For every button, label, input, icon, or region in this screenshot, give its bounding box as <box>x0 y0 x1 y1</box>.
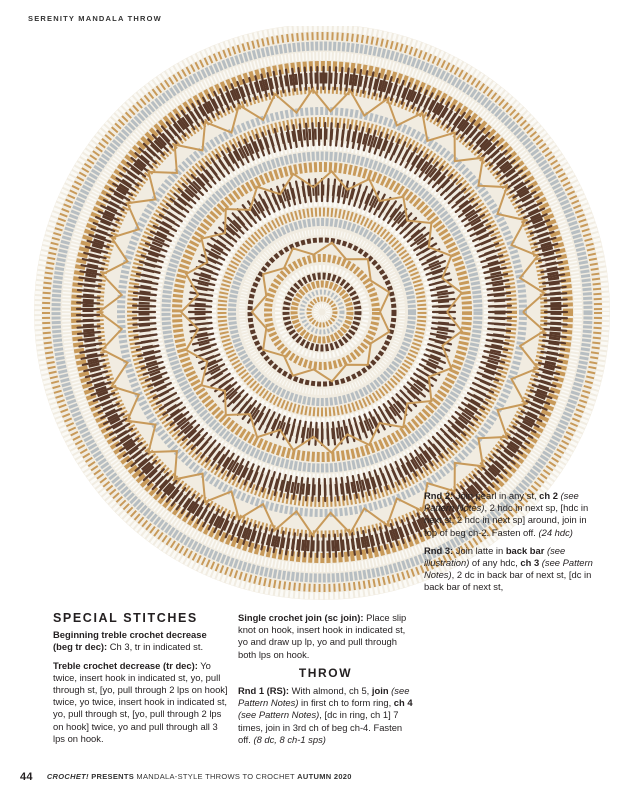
post-stitch <box>330 123 331 145</box>
tr-dec-term: Treble crochet decrease (tr dec): <box>53 659 198 671</box>
post-stitch <box>489 306 511 307</box>
sc-join-term: Single crochet join (sc join): <box>238 612 364 623</box>
magazine-name: CROCHET! <box>46 772 89 781</box>
beg-tr-dec-term: Beginning treble crochet decrease (beg tr dec): <box>53 629 207 653</box>
rnd2-ch2-term: ch 2 <box>539 490 558 501</box>
rnd1-text-3: , [dc in ring, ch 1] 7 times, join in 3rd ch of beg ch-4. Fasten off. <box>238 709 403 745</box>
post-stitch <box>305 534 307 556</box>
special-stitches-heading: SPECIAL STITCHES <box>53 611 198 625</box>
post-stitch <box>133 318 155 319</box>
rnd3-text-3: , 2 dc in back bar of next st, [dc in back bar of next st, <box>424 569 592 593</box>
post-stitch <box>327 179 328 201</box>
post-stitch <box>329 67 330 89</box>
rnd1-note-1: (see Pattern Notes) <box>238 685 410 709</box>
rnd2-text-1: Join pearl in any st, <box>453 490 540 501</box>
beg-tr-dec-paragraph <box>53 629 228 653</box>
footer-presents: PRESENTS <box>88 772 137 781</box>
post-stitch <box>335 535 336 557</box>
beg-tr-dec-text: Ch 3, tr in indicated st. <box>107 641 204 653</box>
rnd2-label: Rnd 2: <box>424 490 454 501</box>
rnd1-label: Rnd 1 (RS): <box>238 685 290 697</box>
post-stitch <box>311 535 312 557</box>
post-stitch <box>329 535 330 557</box>
post-stitch <box>311 67 312 89</box>
rnd1-paragraph <box>238 685 413 746</box>
rnd1-ch4-term: ch 4 <box>393 697 413 709</box>
post-stitch <box>545 318 567 319</box>
post-stitch <box>489 323 511 324</box>
throw-heading: THROW <box>298 665 353 680</box>
rnd3-text-1: Join latte in <box>453 544 506 556</box>
post-stitch <box>77 321 99 322</box>
footer-series: MANDALA-STYLE THROWS TO CROCHET <box>136 772 298 781</box>
post-stitch <box>78 326 100 327</box>
post-stitch <box>315 179 316 201</box>
post-stitch <box>133 306 155 307</box>
post-stitch <box>77 303 99 304</box>
rnd1-text-1: With almond, ch 5, <box>289 685 372 697</box>
rnd1-text-2: in first ch to form ring, <box>298 697 394 709</box>
page-footer <box>20 771 352 783</box>
rnd1-count: (8 dc, 8 ch-1 sps) <box>253 733 326 745</box>
post-stitch <box>489 318 511 319</box>
post-stitch <box>315 423 316 445</box>
post-stitch <box>545 306 567 307</box>
rnd3-label: Rnd 3: <box>424 544 454 556</box>
post-stitch <box>545 299 567 300</box>
footer-issue: AUTUMN 2020 <box>297 772 352 781</box>
rnd3-note-2: (see Pattern Notes) <box>424 557 593 581</box>
post-stitch <box>133 323 155 324</box>
post-stitch <box>312 123 313 145</box>
post-stitch <box>189 317 211 318</box>
post-stitch <box>78 296 100 297</box>
rnd3-back-bar-term: back bar <box>505 544 545 556</box>
sc-join-paragraph <box>238 612 413 661</box>
post-stitch <box>335 67 336 89</box>
sc-join-text: Place slip knot on hook, insert hook in indicated st, yo and draw up lp, yo and pull through both lps on hook. <box>238 612 407 660</box>
middle-column <box>238 612 413 752</box>
post-stitch <box>327 423 328 445</box>
rnd2-note-1: (see Pattern Notes) <box>424 490 579 514</box>
post-stitch <box>133 299 155 300</box>
rnd3-text-2: of any hdc, <box>469 557 521 569</box>
tr-dec-paragraph <box>53 660 228 745</box>
post-stitch <box>330 479 331 501</box>
page-number: 44 <box>20 771 33 783</box>
rnd2-count: (24 hdc) <box>538 526 573 538</box>
rnd2-text-2: , 2 hdc in next sp, [hdc in next st, 2 hdc in next sp] around, join in top of beg ch-2. Fasten off. <box>424 502 589 538</box>
post-stitch <box>545 323 567 324</box>
rnd2-paragraph <box>424 490 599 539</box>
running-header: SERENITY MANDALA THROW <box>28 14 162 23</box>
rnd1-join-term: join <box>371 685 389 697</box>
post-stitch <box>312 479 313 501</box>
rnd3-ch3-term: ch 3 <box>520 557 540 569</box>
post-stitch <box>305 68 307 90</box>
special-stitches-column <box>53 612 228 751</box>
rnd3-paragraph <box>424 545 599 594</box>
tr-dec-text: Yo twice, insert hook in indicated st, yo, pull through st, [yo, pull through 2 lps on hook] twice, yo twice, insert hook in indicated st, yo, pull through st, [yo, pull through 2 lps on hook] twice, yo and pull through all 3 lps on hook. <box>53 659 228 744</box>
right-column <box>424 490 599 600</box>
rnd3-note-1: (see illustration) <box>424 544 566 569</box>
rnd1-note-2: (see Pattern Notes) <box>238 709 320 721</box>
post-stitch <box>189 305 211 306</box>
post-stitch <box>489 299 511 300</box>
